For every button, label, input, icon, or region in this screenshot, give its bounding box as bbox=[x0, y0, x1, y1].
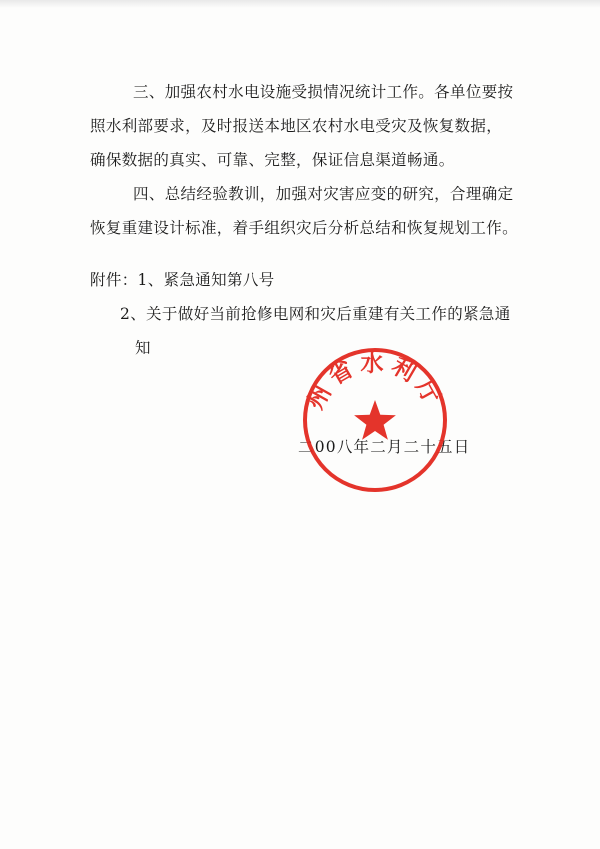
official-seal bbox=[300, 345, 450, 495]
attachment-2-line-1: 2、关于做好当前抢修电网和灾后重建有关工作的紧急通 bbox=[120, 305, 511, 323]
seal-text: 州省水利厅 bbox=[301, 349, 449, 414]
paragraph-3-line-1: 三、加强农村水电设施受损情况统计工作。各单位要按 bbox=[133, 83, 514, 101]
scan-edge bbox=[0, 0, 600, 8]
attachment-2-line-2: 知 bbox=[135, 339, 151, 357]
paragraph-4-line-2: 恢复重建设计标准，着手组织灾后分析总结和恢复规划工作。 bbox=[90, 219, 518, 237]
attachment-1: 附件：1、紧急通知第八号 bbox=[90, 271, 275, 289]
seal-star-icon bbox=[354, 400, 396, 440]
paragraph-3-line-2: 照水利部要求，及时报送本地区农村水电受灾及恢复数据， bbox=[90, 117, 503, 135]
document-date: 二00八年二月二十五日 bbox=[298, 438, 471, 456]
paragraph-4-line-1: 四、总结经验教训，加强对灾害应变的研究，合理确定 bbox=[133, 185, 514, 203]
paragraph-3-line-3: 确保数据的真实、可靠、完整，保证信息渠道畅通。 bbox=[90, 151, 455, 169]
